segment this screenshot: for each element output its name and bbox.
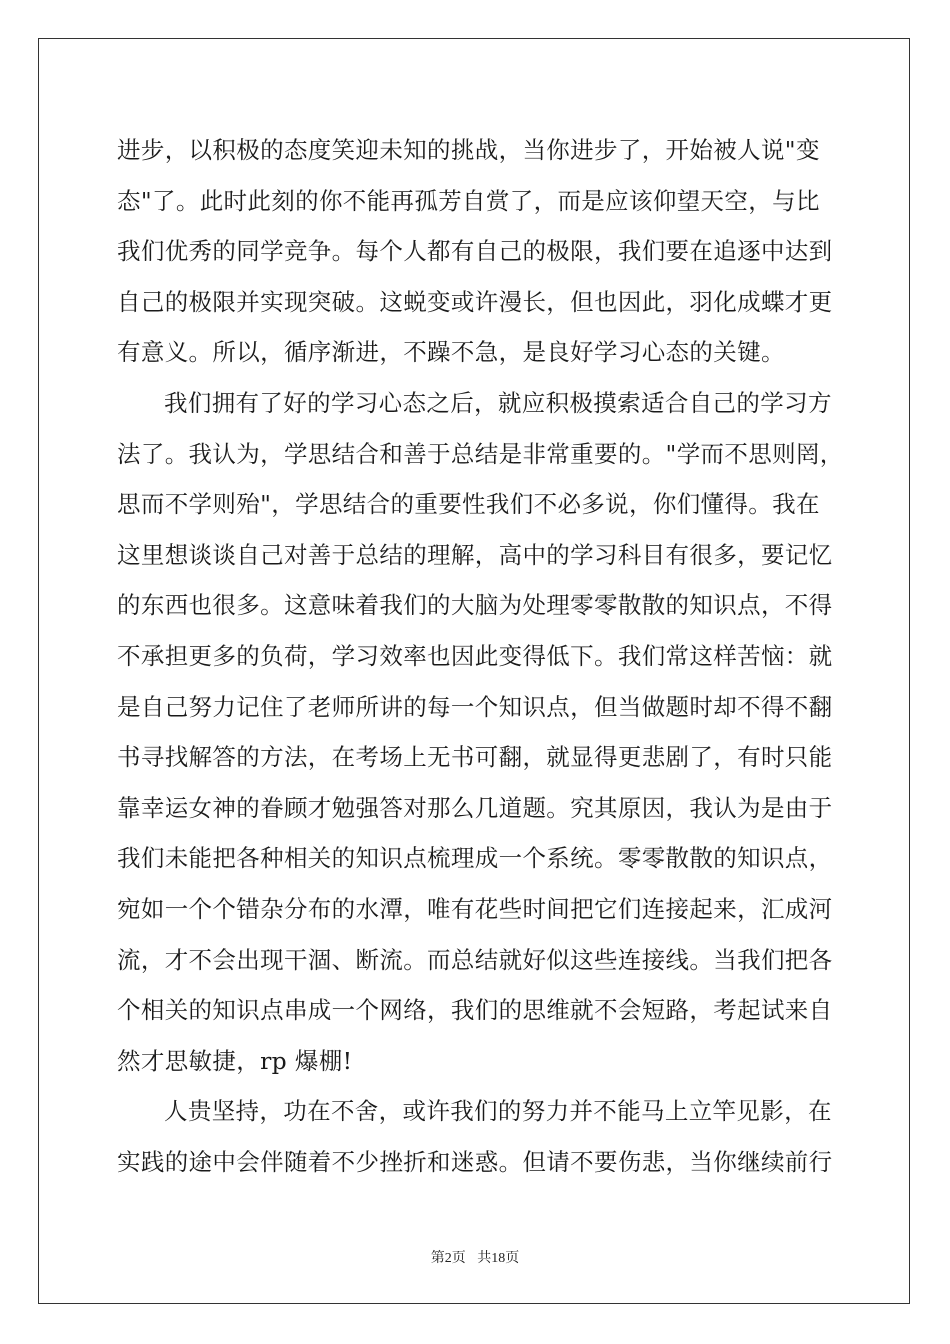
text-line: 这里想谈谈自己对善于总结的理解，高中的学习科目有很多，要记忆 [117, 540, 833, 569]
text-line: 然才思敏捷，rp 爆棚! [117, 1046, 353, 1075]
text-line: 思而不学则殆"，学思结合的重要性我们不必多说，你们懂得。我在 [117, 490, 820, 519]
text-line: 有意义。所以，循序渐进，不躁不急，是良好学习心态的关键。 [117, 338, 785, 367]
text-line: 书寻找解答的方法，在考场上无书可翻，就显得更悲剧了，有时只能 [117, 743, 833, 772]
text-line: 我们未能把各种相关的知识点梳理成一个系统。零零散散的知识点， [117, 844, 833, 873]
text-line: 靠幸运女神的眷顾才勉强答对那么几道题。究其原因，我认为是由于 [117, 793, 833, 822]
text-line: 态"了。此时此刻的你不能再孤芳自赏了，而是应该仰望天空，与比 [117, 186, 820, 215]
text-line: 法了。我认为，学思结合和善于总结是非常重要的。"学而不思则罔， [117, 439, 844, 468]
text-line: 实践的途中会伴随着不少挫折和迷惑。但请不要伤悲，当你继续前行 [117, 1147, 833, 1176]
text-line: 宛如一个个错杂分布的水潭，唯有花些时间把它们连接起来，汇成河 [117, 894, 833, 923]
document-body [117, 125, 844, 1187]
page-number: 第2页 [430, 1251, 466, 1266]
page-footer [0, 1247, 950, 1267]
text-line: 是自己努力记住了老师所讲的每一个知识点，但当做题时却不得不翻 [117, 692, 833, 721]
text-line: 我们优秀的同学竞争。每个人都有自己的极限，我们要在追逐中达到 [117, 237, 833, 266]
text-line: 个相关的知识点串成一个网络，我们的思维就不会短路，考起试来自 [117, 996, 833, 1025]
total-pages: 共18页 [477, 1251, 520, 1266]
paragraph-start-line: 我们拥有了好的学习心态之后，就应积极摸索适合自己的学习方 [164, 388, 832, 417]
text-line: 流，才不会出现干涸、断流。而总结就好似这些连接线。当我们把各 [117, 945, 833, 974]
text-line: 的东西也很多。这意味着我们的大脑为处理零零散散的知识点，不得 [117, 591, 833, 620]
text-line: 进步，以积极的态度笑迎未知的挑战，当你进步了，开始被人说"变 [117, 136, 820, 164]
paragraph-start-line: 人贵坚持，功在不舍，或许我们的努力并不能马上立竿见影，在 [164, 1097, 832, 1126]
text-line: 不承担更多的负荷，学习效率也因此变得低下。我们常这样苦恼：就 [117, 641, 833, 670]
text-line: 自己的极限并实现突破。这蜕变或许漫长，但也因此，羽化成蝶才更 [117, 287, 833, 316]
